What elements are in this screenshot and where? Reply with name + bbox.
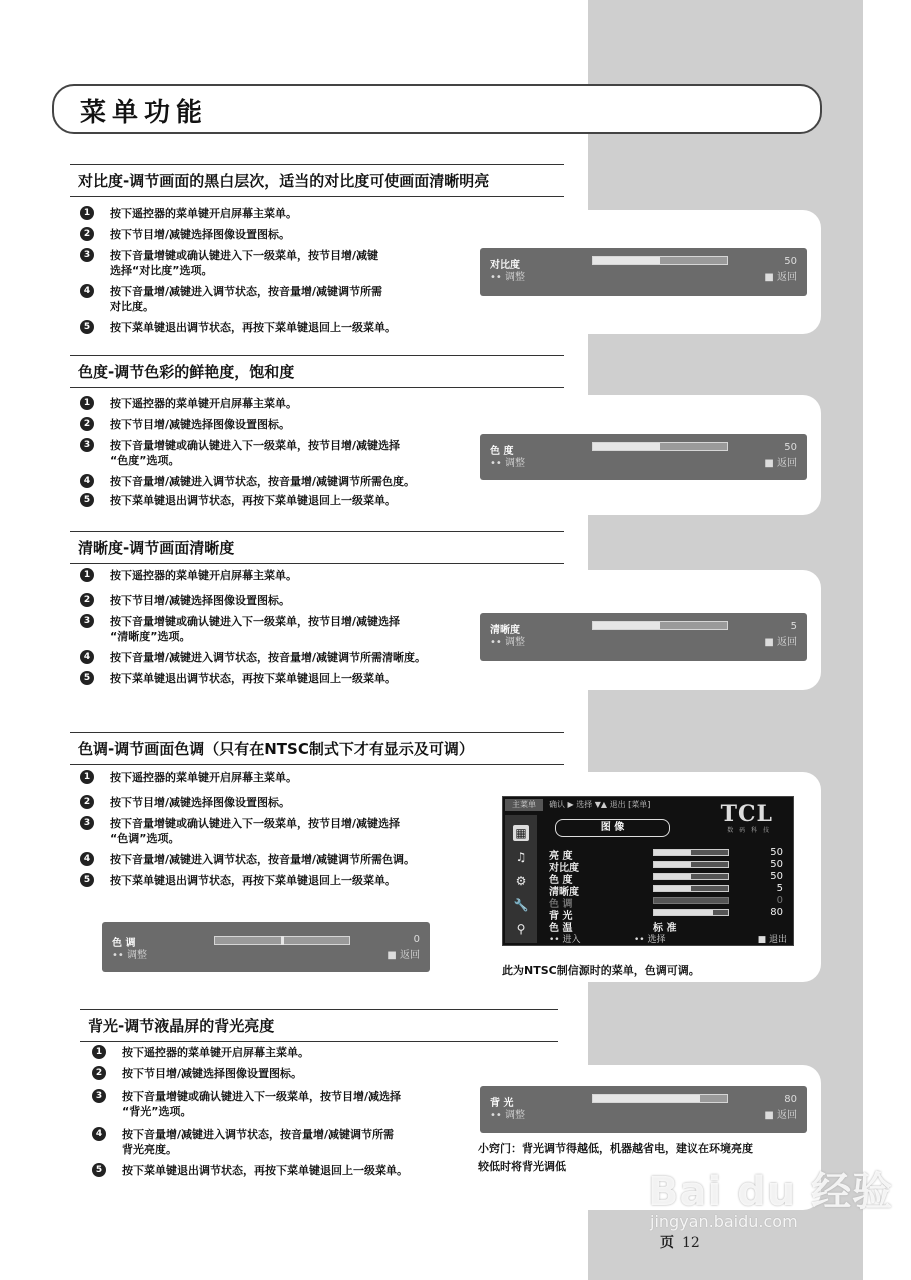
osd-sharpness: [480, 613, 807, 661]
menu-row-bar: [653, 861, 729, 868]
section-title-color: 色度-调节色彩的鲜艳度，饱和度: [70, 361, 564, 382]
list-item: 2 按下节目增/减键选择图像设置图标。: [80, 417, 480, 432]
steps-backlight: [92, 1045, 492, 1178]
menu-row-bar: [653, 897, 729, 904]
osd-adjust-hint: •• 调整: [490, 637, 525, 648]
menu-row: 色 调 0: [549, 895, 783, 910]
section-title-sharpness: 清晰度-调节画面清晰度: [70, 537, 564, 558]
osd-slider-fill: [593, 1095, 700, 1102]
section-title-contrast: 对比度-调节画面的黑白层次，适当的对比度可使画面清晰明亮: [70, 170, 564, 191]
step-number-icon: 3: [80, 614, 94, 628]
list-item: 3 按下音量增键或确认键进入下一级菜单，按节目增/减键选择 “清晰度”选项。: [80, 614, 480, 644]
steps-hue: [80, 770, 480, 888]
osd-label: 色 调: [112, 938, 136, 949]
menu-row: 清晰度 5: [549, 883, 783, 898]
osd-adjust-hint: •• 调整: [490, 458, 525, 469]
osd-label: 清晰度: [490, 625, 520, 636]
osd-slider-fill: [593, 443, 660, 450]
step-number-icon: 5: [80, 320, 94, 334]
menu-row-bar: [653, 849, 729, 856]
menu-row-bar: [653, 909, 729, 916]
list-item: 4 按下音量增/减键进入调节状态，按音量增/减键调节所需 背光亮度。: [92, 1127, 492, 1157]
list-item: 4 按下音量增/减键进入调节状态，按音量增/减键调节所需 对比度。: [80, 284, 480, 314]
menu-sidebar: [505, 815, 537, 943]
baidu-watermark-logo: Bai du 经验: [648, 1169, 894, 1215]
list-item: 2 按下节目增/减键选择图像设置图标。: [80, 227, 480, 242]
step-number-icon: 2: [92, 1066, 106, 1080]
picture-icon: ▦: [513, 825, 529, 841]
osd-label: 背 光: [490, 1098, 514, 1109]
step-number-icon: 1: [80, 396, 94, 410]
osd-adjust-hint: •• 调整: [490, 272, 525, 283]
osd-slider-marker: [281, 936, 284, 945]
step-number-icon: 1: [80, 568, 94, 582]
step-number-icon: 3: [80, 438, 94, 452]
tip-line-1: 小窍门：背光调节得越低，机器越省电，建议在环境亮度: [478, 1142, 753, 1155]
step-number-icon: 4: [92, 1127, 106, 1141]
step-number-icon: 2: [80, 227, 94, 241]
step-number-icon: 4: [80, 284, 94, 298]
list-item: 4 按下音量增/减键进入调节状态，按音量增/减键调节所需清晰度。: [80, 650, 480, 665]
menu-row: 色 度 50: [549, 871, 783, 886]
list-item: 1 按下遥控器的菜单键开启屏幕主菜单。: [80, 396, 480, 411]
menu-row: 亮 度 50: [549, 847, 783, 862]
list-item: 1 按下遥控器的菜单键开启屏幕主菜单。: [80, 568, 480, 583]
page-number: 页 12: [660, 1235, 700, 1251]
osd-slider: [592, 442, 728, 451]
list-item: 5 按下菜单键退出调节状态，再按下菜单键退回上一级菜单。: [80, 873, 480, 888]
osd-backlight: [480, 1086, 807, 1133]
list-item: 2 按下节目增/减键选择图像设置图标。: [92, 1066, 492, 1081]
menu-header: 图 像: [555, 819, 670, 837]
osd-value: 80: [784, 1094, 797, 1105]
step-number-icon: 2: [80, 417, 94, 431]
menu-tab: 主菜单: [505, 799, 543, 811]
osd-back-hint: ■ 返回: [764, 272, 797, 283]
osd-value: 50: [784, 442, 797, 453]
list-item: 2 按下节目增/减键选择图像设置图标。: [80, 593, 480, 608]
osd-label: 对比度: [490, 260, 520, 271]
osd-back-hint: ■ 返回: [387, 950, 420, 961]
step-number-icon: 3: [80, 816, 94, 830]
search-icon: ⚲: [516, 922, 526, 936]
menu-row: 背 光 80: [549, 907, 783, 922]
step-number-icon: 2: [80, 795, 94, 809]
list-item: 4 按下音量增/减键进入调节状态，按音量增/减键调节所需色调。: [80, 852, 480, 867]
step-number-icon: 5: [80, 493, 94, 507]
step-number-icon: 3: [92, 1089, 106, 1103]
menu-help-text: 确认 ▶ 选择 ▼▲ 退出 [菜单]: [549, 800, 651, 809]
list-item: 5 按下菜单键退出调节状态，再按下菜单键退回上一级菜单。: [80, 493, 480, 508]
menu-caption: 此为NTSC制信源时的菜单，色调可调。: [502, 964, 700, 977]
step-number-icon: 4: [80, 852, 94, 866]
page-title-box: [52, 84, 822, 134]
list-item: 1 按下遥控器的菜单键开启屏幕主菜单。: [80, 206, 480, 221]
osd-label: 色 度: [490, 446, 514, 457]
osd-color: [480, 434, 807, 480]
list-item: 3 按下音量增键或确认键进入下一级菜单，按节目增/减键选择 “色度”选项。: [80, 438, 480, 468]
step-number-icon: 5: [80, 873, 94, 887]
list-item: 4 按下音量增/减键进入调节状态，按音量增/减键调节所需色度。: [80, 474, 480, 489]
baidu-watermark-url: jingyan.baidu.com: [650, 1212, 798, 1231]
section-title-hue: 色调-调节画面色调（只有在NTSC制式下才有显示及可调）: [70, 738, 564, 759]
osd-slider: [592, 1094, 728, 1103]
osd-adjust-hint: •• 调整: [490, 1110, 525, 1121]
menu-footer: •• 进入 •• 选择 ■ 退出: [549, 935, 787, 945]
list-item: 5 按下菜单键退出调节状态，再按下菜单键退回上一级菜单。: [92, 1163, 492, 1178]
list-item: 5 按下菜单键退出调节状态，再按下菜单键退回上一级菜单。: [80, 671, 480, 686]
step-number-icon: 1: [80, 770, 94, 784]
osd-slider-fill: [593, 257, 660, 264]
step-number-icon: 1: [80, 206, 94, 220]
list-item: 1 按下遥控器的菜单键开启屏幕主菜单。: [80, 770, 480, 785]
tcl-logo: TCL: [720, 801, 773, 827]
step-number-icon: 5: [92, 1163, 106, 1177]
steps-sharpness: [80, 568, 480, 686]
menu-row: 对比度 50: [549, 859, 783, 874]
step-number-icon: 4: [80, 474, 94, 488]
step-number-icon: 1: [92, 1045, 106, 1059]
section-title-backlight: 背光-调节液晶屏的背光亮度: [80, 1015, 558, 1036]
menu-row: 色 温 标 准: [549, 923, 677, 934]
page-title: 菜单功能: [80, 98, 209, 128]
osd-contrast: [480, 248, 807, 296]
osd-value: 5: [790, 621, 797, 632]
osd-back-hint: ■ 返回: [764, 458, 797, 469]
osd-hue: [102, 922, 430, 972]
osd-back-hint: ■ 返回: [764, 1110, 797, 1121]
tv-menu-screenshot: [502, 796, 794, 946]
osd-slider: [592, 621, 728, 630]
list-item: 3 按下音量增键或确认键进入下一级菜单，按节目增/减键 选择“对比度”选项。: [80, 248, 480, 278]
music-note-icon: ♫: [515, 850, 527, 864]
list-item: 2 按下节目增/减键选择图像设置图标。: [80, 795, 480, 810]
osd-slider-fill: [593, 622, 660, 629]
step-number-icon: 5: [80, 671, 94, 685]
list-item: 5 按下菜单键退出调节状态，再按下菜单键退回上一级菜单。: [80, 320, 480, 335]
menu-row-bar: [653, 873, 729, 880]
tip-line-2: 较低时将背光调低: [478, 1160, 566, 1173]
list-item: 1 按下遥控器的菜单键开启屏幕主菜单。: [92, 1045, 492, 1060]
tcl-logo-subtitle: 数 码 科 技: [727, 827, 771, 834]
wrench-icon: 🔧: [513, 898, 529, 912]
step-number-icon: 4: [80, 650, 94, 664]
step-number-icon: 3: [80, 248, 94, 262]
gear-icon: ⚙: [515, 874, 527, 888]
osd-adjust-hint: •• 调整: [112, 950, 147, 961]
menu-row-bar: [653, 885, 729, 892]
osd-value: 0: [413, 934, 420, 945]
list-item: 3 按下音量增键或确认键进入下一级菜单，按节目增/减键选择 “色调”选项。: [80, 816, 480, 846]
steps-contrast: [80, 206, 480, 335]
osd-slider: [214, 936, 350, 945]
osd-value: 50: [784, 256, 797, 267]
step-number-icon: 2: [80, 593, 94, 607]
osd-slider: [592, 256, 728, 265]
list-item: 3 按下音量增键或确认键进入下一级菜单，按节目增/减选择 “背光”选项。: [92, 1089, 492, 1119]
steps-color: [80, 396, 480, 508]
osd-back-hint: ■ 返回: [764, 637, 797, 648]
